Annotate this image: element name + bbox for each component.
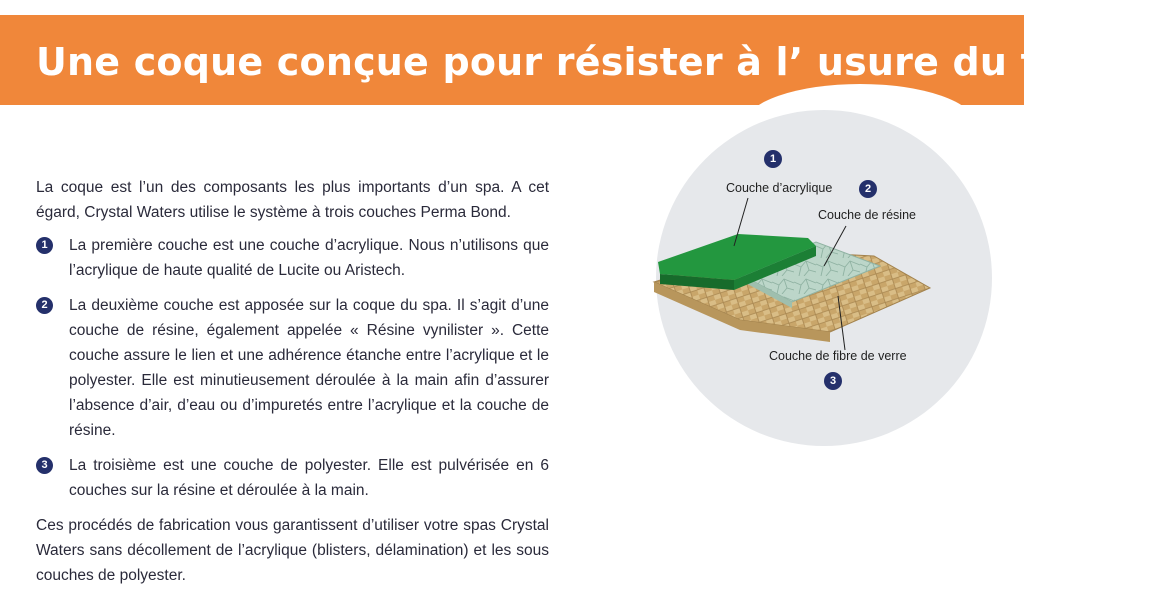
list-item-2 xyxy=(36,293,549,443)
list-item-1 xyxy=(36,233,549,283)
number-badge-1: 1 xyxy=(36,237,53,254)
layers-diagram xyxy=(640,114,1010,448)
list-item-text: La première couche est une couche d’acrylique. Nous n’utilisons que l’acrylique de haute qualité de Lucite ou Aristech. xyxy=(69,237,549,279)
number-badge-2: 2 xyxy=(36,297,53,314)
label-resin: Couche de résine xyxy=(818,208,916,222)
list-item-3 xyxy=(36,453,549,503)
list-item-text: La deuxième couche est apposée sur la coque du spa. Il s’agit d’une couche de résine, également appelée « Résine vynilister ». Cette couche assure le lien et une adhérence étanche entre l’acrylique et le polyester. Elle est minutieusement déroulée à la main afin d’assurer l’absence d’air, d’eau ou d’impuretés entre l’acrylique et la couche de résine. xyxy=(69,297,549,439)
layer-badge-3: 3 xyxy=(824,372,842,390)
page-title: Une coque conçue pour résister à l’ usure du temps. xyxy=(36,40,1170,84)
layer-badge-2: 2 xyxy=(859,180,877,198)
label-acrylic: Couche d’acrylique xyxy=(726,181,833,195)
label-fiberglass: Couche de fibre de verre xyxy=(769,349,907,363)
list-item-text: La troisième est une couche de polyester. Elle est pulvérisée en 6 couches sur la résine et déroulée à la main. xyxy=(69,457,549,499)
intro-paragraph: La coque est l’un des composants les plus importants d’un spa. A cet égard, Crystal Waters utilise le système à trois couches Perma Bond. xyxy=(36,179,549,221)
outro-paragraph: Ces procédés de fabrication vous garantissent d’utiliser votre spas Crystal Waters sans décollement de l’acrylique (blisters, délamination) et les sous couches de polyester. xyxy=(36,517,549,584)
number-badge-3: 3 xyxy=(36,457,53,474)
layers-illustration xyxy=(640,114,1010,448)
main-text xyxy=(36,175,549,588)
layer-badge-1: 1 xyxy=(764,150,782,168)
